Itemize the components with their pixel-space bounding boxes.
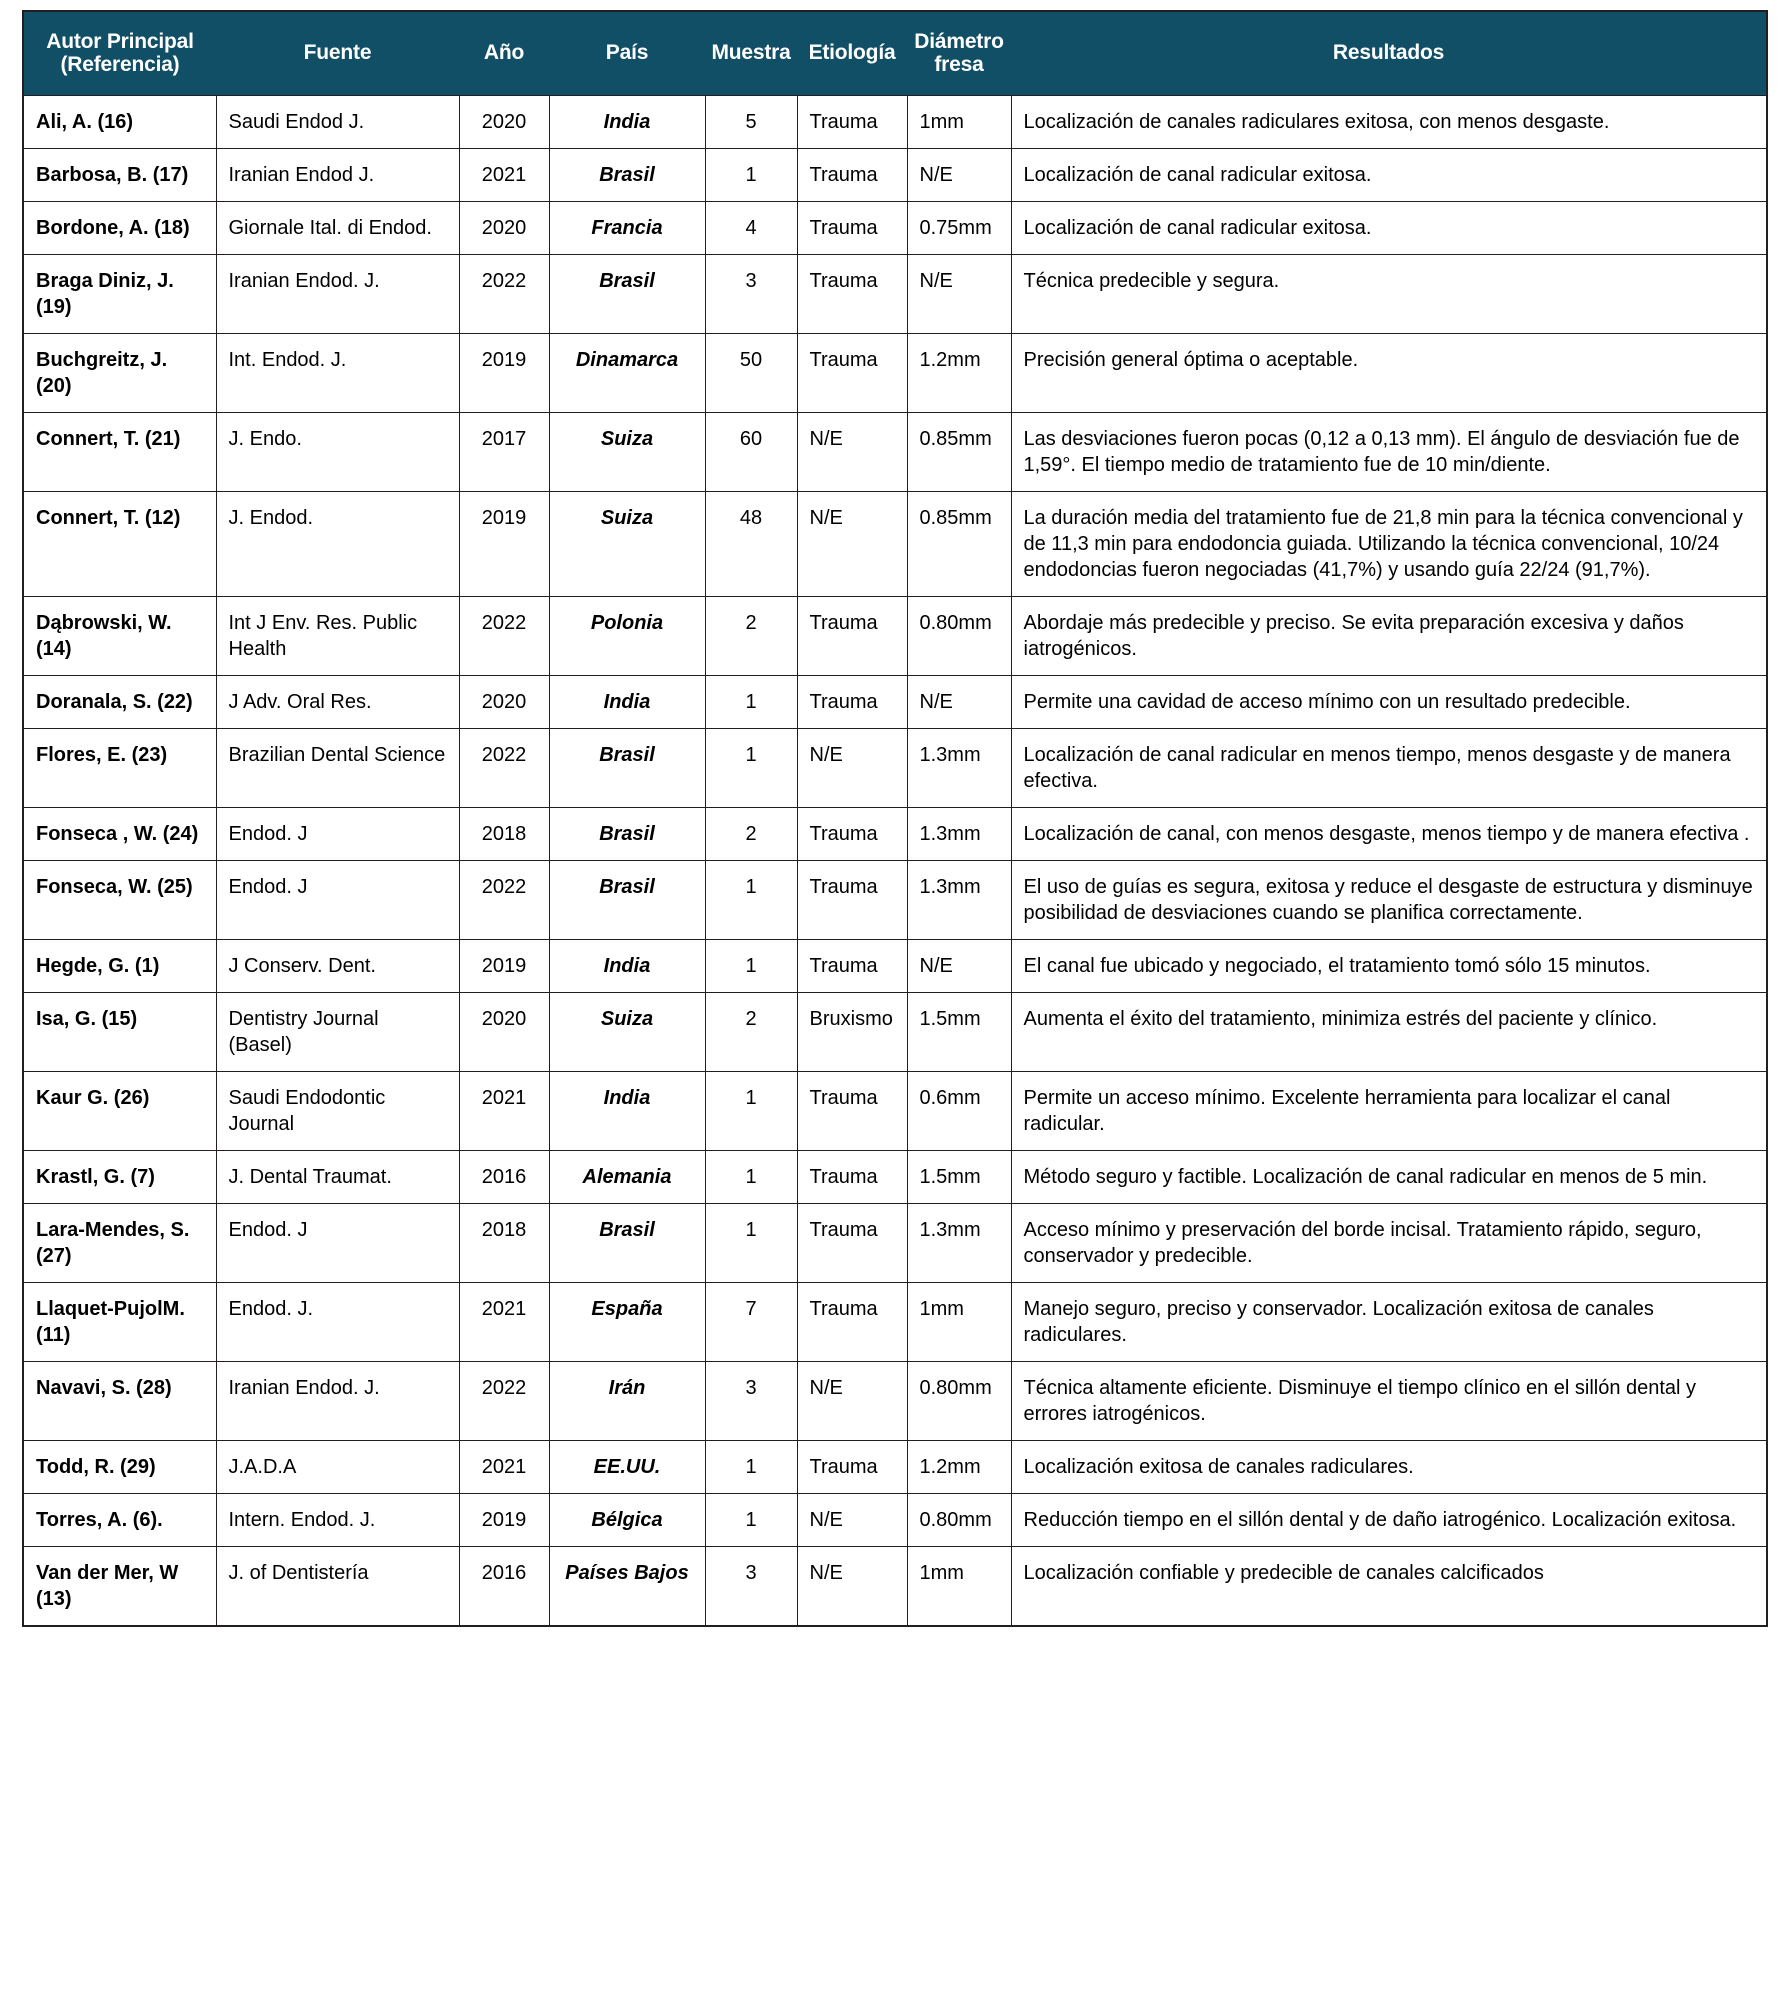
cell-author: Krastl, G. (7) (23, 1150, 216, 1203)
column-header-author (23, 11, 216, 95)
cell-sample: 1 (705, 675, 797, 728)
cell-author: Dąbrowski, W. (14) (23, 596, 216, 675)
cell-source: J. of Dentistería (216, 1546, 459, 1626)
cell-results: Manejo seguro, preciso y conservador. Localización exitosa de canales radiculares. (1011, 1282, 1767, 1361)
cell-country: India (549, 1071, 705, 1150)
cell-results: Localización de canales radiculares exitosa, con menos desgaste. (1011, 95, 1767, 148)
cell-country: Suiza (549, 491, 705, 596)
cell-sample: 48 (705, 491, 797, 596)
cell-source: Int. Endod. J. (216, 333, 459, 412)
cell-year: 2022 (459, 596, 549, 675)
cell-etiology: Trauma (797, 1282, 907, 1361)
cell-country: Alemania (549, 1150, 705, 1203)
cell-source: J. Endod. (216, 491, 459, 596)
cell-sample: 1 (705, 1150, 797, 1203)
cell-year: 2021 (459, 148, 549, 201)
cell-author: Lara-Mendes, S. (27) (23, 1203, 216, 1282)
cell-results: Acceso mínimo y preservación del borde incisal. Tratamiento rápido, seguro, conservador y predecible. (1011, 1203, 1767, 1282)
cell-country: India (549, 939, 705, 992)
table-row (23, 201, 1767, 254)
cell-year: 2017 (459, 412, 549, 491)
cell-source: J Conserv. Dent. (216, 939, 459, 992)
cell-results: Técnica predecible y segura. (1011, 254, 1767, 333)
cell-bur-diameter: 0.85mm (907, 412, 1011, 491)
cell-country: India (549, 675, 705, 728)
cell-bur-diameter: 0.85mm (907, 491, 1011, 596)
cell-author: Kaur G. (26) (23, 1071, 216, 1150)
cell-sample: 2 (705, 807, 797, 860)
column-header-bur-diameter (907, 11, 1011, 95)
cell-source: Iranian Endod. J. (216, 254, 459, 333)
cell-year: 2020 (459, 95, 549, 148)
cell-etiology: Trauma (797, 807, 907, 860)
cell-author: Hegde, G. (1) (23, 939, 216, 992)
cell-source: J.A.D.A (216, 1440, 459, 1493)
cell-etiology: Trauma (797, 1071, 907, 1150)
column-header-bur-line1: Diámetro (914, 29, 1004, 53)
column-header-source: Fuente (216, 11, 459, 95)
cell-bur-diameter: 1.3mm (907, 728, 1011, 807)
cell-author: Isa, G. (15) (23, 992, 216, 1071)
cell-bur-diameter: 1.5mm (907, 992, 1011, 1071)
cell-sample: 3 (705, 1546, 797, 1626)
cell-sample: 7 (705, 1282, 797, 1361)
cell-country: España (549, 1282, 705, 1361)
cell-year: 2019 (459, 1493, 549, 1546)
cell-etiology: Trauma (797, 1440, 907, 1493)
cell-bur-diameter: N/E (907, 254, 1011, 333)
cell-year: 2022 (459, 1361, 549, 1440)
cell-country: Suiza (549, 992, 705, 1071)
table-row (23, 412, 1767, 491)
cell-source: J. Endo. (216, 412, 459, 491)
cell-bur-diameter: 1.3mm (907, 1203, 1011, 1282)
cell-sample: 1 (705, 1440, 797, 1493)
cell-country: Países Bajos (549, 1546, 705, 1626)
cell-bur-diameter: 1.3mm (907, 807, 1011, 860)
cell-bur-diameter: 1mm (907, 1546, 1011, 1626)
cell-sample: 1 (705, 860, 797, 939)
table-row (23, 1150, 1767, 1203)
cell-bur-diameter: 0.80mm (907, 596, 1011, 675)
column-header-author-line1: Autor Principal (46, 29, 194, 53)
cell-results: Abordaje más predecible y preciso. Se evita preparación excesiva y daños iatrogénicos. (1011, 596, 1767, 675)
cell-source: J Adv. Oral Res. (216, 675, 459, 728)
cell-country: Brasil (549, 1203, 705, 1282)
table-row (23, 491, 1767, 596)
cell-source: Endod. J. (216, 1282, 459, 1361)
cell-year: 2021 (459, 1071, 549, 1150)
table-row (23, 807, 1767, 860)
cell-etiology: N/E (797, 1546, 907, 1626)
cell-source: Endod. J (216, 860, 459, 939)
cell-country: Brasil (549, 807, 705, 860)
cell-sample: 2 (705, 992, 797, 1071)
cell-sample: 4 (705, 201, 797, 254)
cell-author: Torres, A. (6). (23, 1493, 216, 1546)
cell-author: Van der Mer, W (13) (23, 1546, 216, 1626)
cell-bur-diameter: 1.3mm (907, 860, 1011, 939)
cell-bur-diameter: 1mm (907, 1282, 1011, 1361)
cell-results: Técnica altamente eficiente. Disminuye el tiempo clínico en el sillón dental y errores iatrogénicos. (1011, 1361, 1767, 1440)
cell-sample: 50 (705, 333, 797, 412)
cell-country: Brasil (549, 254, 705, 333)
cell-author: Connert, T. (12) (23, 491, 216, 596)
table-row (23, 95, 1767, 148)
cell-etiology: Trauma (797, 254, 907, 333)
cell-author: Barbosa, B. (17) (23, 148, 216, 201)
table-row (23, 1071, 1767, 1150)
cell-country: EE.UU. (549, 1440, 705, 1493)
cell-sample: 1 (705, 1203, 797, 1282)
cell-results: Reducción tiempo en el sillón dental y de daño iatrogénico. Localización exitosa. (1011, 1493, 1767, 1546)
column-header-etiology: Etiología (797, 11, 907, 95)
cell-results: Localización exitosa de canales radiculares. (1011, 1440, 1767, 1493)
cell-year: 2020 (459, 675, 549, 728)
column-header-bur-line2: fresa (934, 53, 984, 77)
table-row (23, 939, 1767, 992)
cell-etiology: Trauma (797, 148, 907, 201)
cell-year: 2022 (459, 728, 549, 807)
table-row (23, 1440, 1767, 1493)
cell-year: 2019 (459, 491, 549, 596)
cell-results: El canal fue ubicado y negociado, el tratamiento tomó sólo 15 minutos. (1011, 939, 1767, 992)
cell-etiology: Trauma (797, 860, 907, 939)
cell-sample: 3 (705, 1361, 797, 1440)
cell-bur-diameter: 1mm (907, 95, 1011, 148)
cell-bur-diameter: N/E (907, 148, 1011, 201)
cell-etiology: Bruxismo (797, 992, 907, 1071)
cell-sample: 1 (705, 1071, 797, 1150)
cell-etiology: Trauma (797, 1203, 907, 1282)
cell-results: Método seguro y factible. Localización de canal radicular en menos de 5 min. (1011, 1150, 1767, 1203)
cell-author: Todd, R. (29) (23, 1440, 216, 1493)
table-row (23, 596, 1767, 675)
cell-author: Ali, A. (16) (23, 95, 216, 148)
cell-author: Bordone, A. (18) (23, 201, 216, 254)
table-row (23, 254, 1767, 333)
cell-source: Dentistry Journal (Basel) (216, 992, 459, 1071)
cell-author: Navavi, S. (28) (23, 1361, 216, 1440)
cell-author: Fonseca, W. (25) (23, 860, 216, 939)
cell-bur-diameter: 0.6mm (907, 1071, 1011, 1150)
cell-sample: 60 (705, 412, 797, 491)
cell-etiology: Trauma (797, 95, 907, 148)
cell-etiology: Trauma (797, 596, 907, 675)
cell-sample: 1 (705, 148, 797, 201)
cell-source: Giornale Ital. di Endod. (216, 201, 459, 254)
header-row (23, 11, 1767, 95)
cell-sample: 2 (705, 596, 797, 675)
cell-results: Aumenta el éxito del tratamiento, minimiza estrés del paciente y clínico. (1011, 992, 1767, 1071)
cell-country: Brasil (549, 148, 705, 201)
cell-etiology: Trauma (797, 1150, 907, 1203)
cell-author: Doranala, S. (22) (23, 675, 216, 728)
cell-year: 2016 (459, 1150, 549, 1203)
cell-etiology: Trauma (797, 939, 907, 992)
cell-author: Connert, T. (21) (23, 412, 216, 491)
cell-results: Permite una cavidad de acceso mínimo con un resultado predecible. (1011, 675, 1767, 728)
cell-bur-diameter: 0.80mm (907, 1361, 1011, 1440)
cell-author: Fonseca , W. (24) (23, 807, 216, 860)
cell-country: Suiza (549, 412, 705, 491)
table-row (23, 333, 1767, 412)
table-row (23, 860, 1767, 939)
cell-sample: 1 (705, 939, 797, 992)
table-row (23, 1546, 1767, 1626)
cell-source: Endod. J (216, 807, 459, 860)
cell-year: 2020 (459, 992, 549, 1071)
cell-year: 2019 (459, 939, 549, 992)
cell-results: Localización de canal radicular exitosa. (1011, 201, 1767, 254)
cell-source: Endod. J (216, 1203, 459, 1282)
column-header-results: Resultados (1011, 11, 1767, 95)
cell-source: Saudi Endodontic Journal (216, 1071, 459, 1150)
cell-source: Brazilian Dental Science (216, 728, 459, 807)
cell-bur-diameter: N/E (907, 939, 1011, 992)
column-header-country: País (549, 11, 705, 95)
cell-country: Irán (549, 1361, 705, 1440)
cell-year: 2021 (459, 1440, 549, 1493)
cell-etiology: Trauma (797, 333, 907, 412)
cell-author: Braga Diniz, J. (19) (23, 254, 216, 333)
cell-country: Dinamarca (549, 333, 705, 412)
column-header-sample: Muestra (705, 11, 797, 95)
cell-etiology: N/E (797, 491, 907, 596)
cell-sample: 1 (705, 1493, 797, 1546)
cell-etiology: N/E (797, 1361, 907, 1440)
cell-year: 2022 (459, 860, 549, 939)
cell-results: Localización de canal radicular en menos tiempo, menos desgaste y de manera efectiva. (1011, 728, 1767, 807)
table-row (23, 1493, 1767, 1546)
table-row (23, 1282, 1767, 1361)
cell-etiology: Trauma (797, 675, 907, 728)
cell-bur-diameter: 1.2mm (907, 1440, 1011, 1493)
cell-year: 2016 (459, 1546, 549, 1626)
cell-results: Precisión general óptima o aceptable. (1011, 333, 1767, 412)
cell-source: Intern. Endod. J. (216, 1493, 459, 1546)
cell-etiology: N/E (797, 1493, 907, 1546)
cell-country: Francia (549, 201, 705, 254)
cell-author: Llaquet-PujolM. (11) (23, 1282, 216, 1361)
table-body (23, 95, 1767, 1626)
cell-year: 2018 (459, 807, 549, 860)
cell-results: Localización de canal, con menos desgaste, menos tiempo y de manera efectiva . (1011, 807, 1767, 860)
cell-results: Las desviaciones fueron pocas (0,12 a 0,13 mm). El ángulo de desviación fue de 1,59°. El tiempo medio de tratamiento fue de 10 min/diente. (1011, 412, 1767, 491)
cell-source: Iranian Endod. J. (216, 1361, 459, 1440)
cell-etiology: N/E (797, 728, 907, 807)
cell-bur-diameter: 0.80mm (907, 1493, 1011, 1546)
cell-year: 2020 (459, 201, 549, 254)
table-row (23, 1361, 1767, 1440)
cell-results: Permite un acceso mínimo. Excelente herramienta para localizar el canal radicular. (1011, 1071, 1767, 1150)
cell-bur-diameter: 1.2mm (907, 333, 1011, 412)
table-row (23, 675, 1767, 728)
cell-etiology: N/E (797, 412, 907, 491)
cell-source: Int J Env. Res. Public Health (216, 596, 459, 675)
cell-sample: 3 (705, 254, 797, 333)
table-row (23, 1203, 1767, 1282)
table-row (23, 148, 1767, 201)
cell-results: La duración media del tratamiento fue de 21,8 min para la técnica convencional y de 11,3 min para endodoncia guiada. Utilizando la técnica convencional, 10/24 endodoncias fueron negociadas (41,7%) y usando guía 22/24 (91,7%). (1011, 491, 1767, 596)
cell-year: 2018 (459, 1203, 549, 1282)
table-row (23, 992, 1767, 1071)
cell-source: Iranian Endod J. (216, 148, 459, 201)
cell-bur-diameter: 1.5mm (907, 1150, 1011, 1203)
cell-bur-diameter: N/E (907, 675, 1011, 728)
cell-etiology: Trauma (797, 201, 907, 254)
table-row (23, 728, 1767, 807)
cell-country: Bélgica (549, 1493, 705, 1546)
cell-results: El uso de guías es segura, exitosa y reduce el desgaste de estructura y disminuye posibilidad de desviaciones cuando se planifica correctamente. (1011, 860, 1767, 939)
column-header-year: Año (459, 11, 549, 95)
table-header (23, 11, 1767, 95)
cell-bur-diameter: 0.75mm (907, 201, 1011, 254)
cell-results: Localización confiable y predecible de canales calcificados (1011, 1546, 1767, 1626)
cell-year: 2019 (459, 333, 549, 412)
cell-year: 2021 (459, 1282, 549, 1361)
cell-sample: 1 (705, 728, 797, 807)
cell-country: Polonia (549, 596, 705, 675)
cell-author: Flores, E. (23) (23, 728, 216, 807)
cell-source: Saudi Endod J. (216, 95, 459, 148)
cell-source: J. Dental Traumat. (216, 1150, 459, 1203)
cell-year: 2022 (459, 254, 549, 333)
column-header-author-line2: (Referencia) (60, 53, 180, 77)
cell-country: India (549, 95, 705, 148)
cell-country: Brasil (549, 860, 705, 939)
cell-author: Buchgreitz, J. (20) (23, 333, 216, 412)
cell-sample: 5 (705, 95, 797, 148)
cell-country: Brasil (549, 728, 705, 807)
studies-table (22, 10, 1768, 1627)
cell-results: Localización de canal radicular exitosa. (1011, 148, 1767, 201)
